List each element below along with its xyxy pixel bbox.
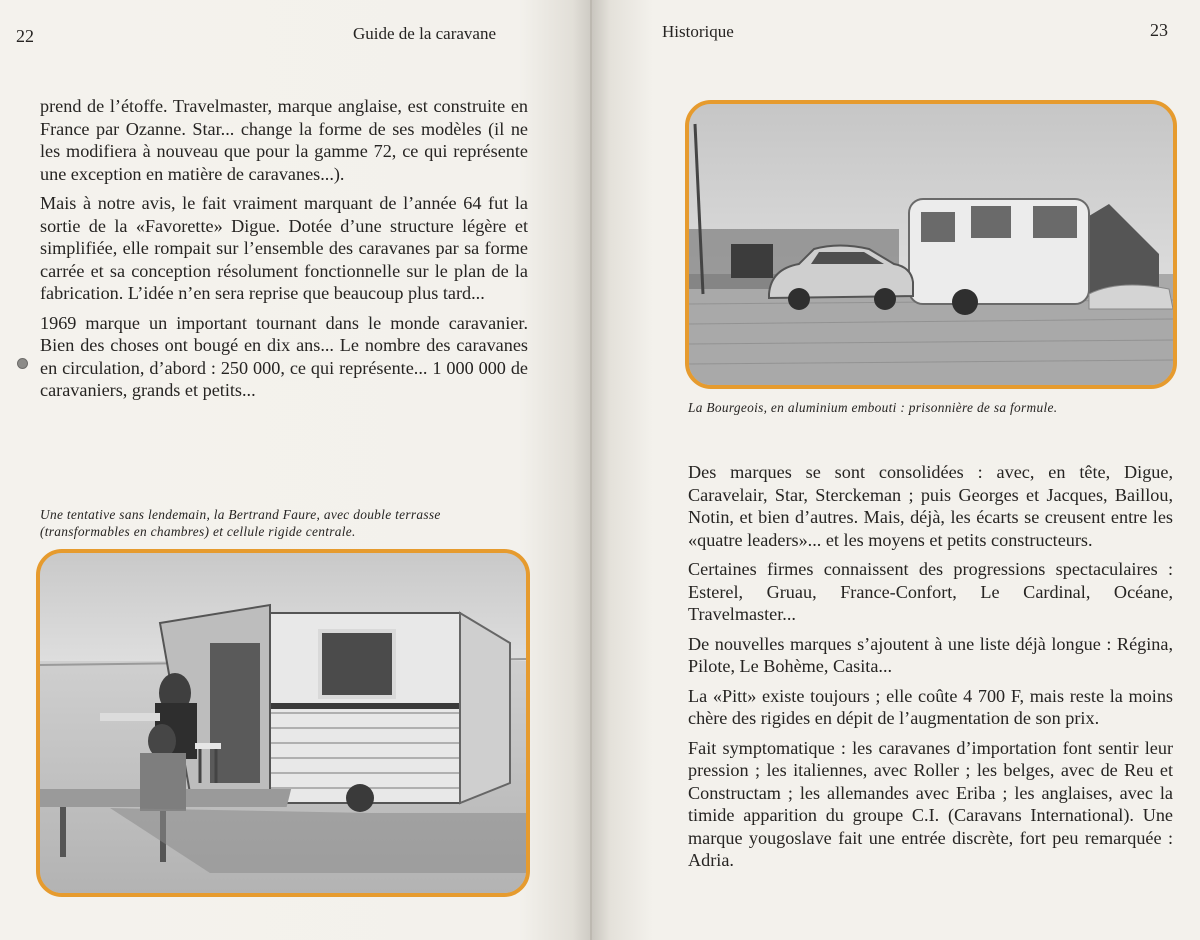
- caravan-photo-drawing: [40, 553, 526, 893]
- paragraph: Mais à notre avis, le fait vraiment marquant de l’année 64 fut la sortie de la «Favorette» Digue. Dotée d’une structure légère et simplifiée, elle rompait sur l’ensemble des caravanes par sa forme carrée et sa conception résolument fonctionnelle sur le plan de la fabrication. L’idée n’en sera reprise que beaucoup plus tard...: [40, 193, 528, 303]
- paragraph: La «Pitt» existe toujours ; elle coûte 4 700 F, mais reste la moins chère des rigides en dépit de l’augmentation de son prix.: [688, 685, 1173, 728]
- paragraph: 1969 marque un important tournant dans le monde caravanier. Bien des choses ont bougé en dix ans... Le nombre des caravanes en circulation, d’abord : 250 000, ce qui représente... 1 000 000 de caravaniers, grands et petits...: [40, 312, 528, 400]
- left-page: [0, 0, 590, 940]
- bertrand-faure-caravan-photo: [36, 549, 530, 897]
- photo-caption: Une tentative sans lendemain, la Bertrand Faure, avec double terrasse (transformables en chambres) et cellule rigide centrale.: [40, 507, 441, 539]
- paragraph: prend de l’étoffe. Travelmaster, marque anglaise, est construite en France par Ozanne. Star... change la forme de ses modèles (il ne les modifiera à nouveau que pour la gamme 72, ce qui représente une exception en matière de caravanes...).: [40, 96, 528, 184]
- paragraph: Fait symptomatique : les caravanes d’importation font sentir leur pression ; les italiennes, avec Roller ; les belges, avec de Reu et Constructam ; les allemandes avec Eriba ; les anglaises, avec la timide apparition du groupe C.I. (Caravans International). Une marque yougoslave fait une entrée discrète, fort peu remarquée : Adria.: [688, 737, 1173, 870]
- left-body-text: [40, 95, 528, 409]
- right-body-text: [688, 461, 1173, 879]
- running-head: Historique: [662, 22, 734, 41]
- bullet-marker: [17, 358, 28, 369]
- paragraph: Des marques se sont consolidées : avec, en tête, Digue, Caravelair, Star, Sterckeman ; puis Georges et Jacques, Baillou, Notin, et bien d’autres. Mais, déjà, les écarts se creusent entre les «quatre leaders»... et les moyens et petits constructeurs.: [688, 462, 1173, 550]
- running-head: Guide de la caravane: [353, 24, 496, 43]
- bourgeois-caravan-photo: [685, 100, 1177, 389]
- photo-caption: La Bourgeois, en aluminium embouti : prisonnière de sa formule.: [688, 400, 1058, 415]
- page-number: 23: [1150, 20, 1168, 40]
- page-number: 22: [16, 26, 34, 46]
- caravan-car-photo-drawing: [689, 104, 1173, 385]
- paragraph: De nouvelles marques s’ajoutent à une liste déjà longue : Régina, Pilote, Le Bohème, Casita...: [688, 633, 1173, 676]
- paragraph: Certaines firmes connaissent des progressions spectaculaires : Esterel, Gruau, France-Confort, Le Cardinal, Océane, Travelmaster...: [688, 559, 1173, 624]
- right-page: [592, 0, 1200, 940]
